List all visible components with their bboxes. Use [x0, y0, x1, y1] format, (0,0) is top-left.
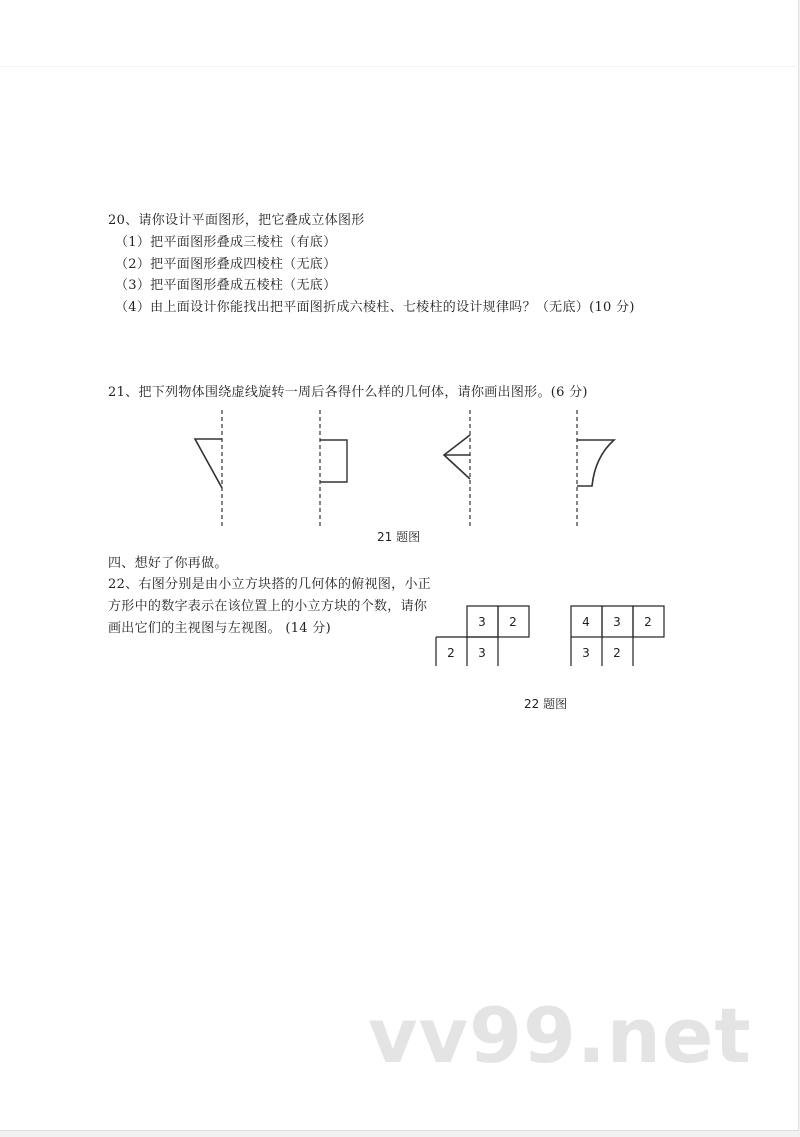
watermark: vv99.net [368, 991, 752, 1080]
q20-item-1: （1）把平面图形叠成三棱柱（有底） [115, 235, 337, 250]
q22-top-view-grids [0, 600, 800, 670]
grid2-bottom-value-1: 3 [582, 646, 590, 660]
grid2-top-value-1: 4 [582, 615, 590, 629]
q20-title: 20、请你设计平面图形，把它叠成立体图形 [108, 213, 365, 228]
q22-line-3: 画出它们的主视图与左视图。 (14 分) [108, 621, 331, 636]
triangle-shape [195, 439, 222, 488]
q22-line-1: 22、右图分别是由小立方块搭的几何体的俯视图，小正 [108, 577, 432, 592]
q20-item-4: （4）由上面设计你能找出把平面图折成六棱柱、七棱柱的设计规律吗？（无底）(10 分) [115, 300, 635, 315]
grid2-top-value-3: 2 [644, 615, 652, 629]
q20-item-3: （3）把平面图形叠成五棱柱（无底） [115, 278, 337, 293]
curved-shape [577, 440, 614, 486]
q20-item-2: （2）把平面图形叠成四棱柱（无底） [115, 257, 337, 272]
grid1-bottom-value-1: 2 [447, 646, 455, 660]
grid1-top-value-1: 3 [478, 615, 486, 629]
grid2-bottom-value-2: 2 [613, 646, 621, 660]
q21-figures [0, 405, 800, 535]
arrow-triangle-shape [444, 435, 470, 479]
section4-title: 四、想好了你再做。 [108, 556, 228, 571]
q21-title: 21、把下列物体围绕虚线旋转一周后各得什么样的几何体，请你画出图形。(6 分) [108, 385, 588, 400]
rectangle-shape [320, 440, 347, 482]
q21-caption: 21 题图 [377, 530, 421, 544]
grid1-bottom-value-2: 3 [478, 646, 486, 660]
grid1-top-value-2: 2 [509, 615, 517, 629]
q22-caption: 22 题图 [524, 697, 568, 711]
grid2-top-value-2: 3 [613, 615, 621, 629]
q22-line-2: 方形中的数字表示在该位置上的小立方块的个数，请你 [108, 599, 428, 614]
page-top-divider [0, 66, 800, 67]
